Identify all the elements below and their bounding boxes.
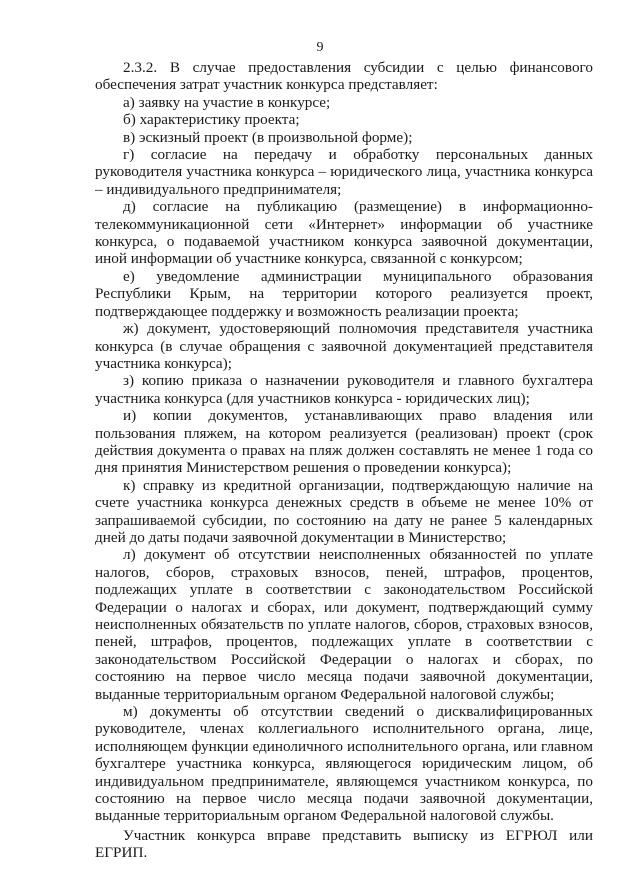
paragraph-2-3-2-intro: 2.3.2. В случае предоставления субсидии с целью финансового обеспечения затрат участник конкурса представляет: — [95, 59, 593, 94]
list-item-b-project-description: б) характеристику проекта; — [123, 111, 300, 129]
list-item-k-bank-certificate: к) справку из кредитной организации, подтверждающую наличие на счете участника конкурса денежных средств в объеме не менее 10% от запрашиваемой субсидии, по состоянию на дату не ранее 5 календарных дней до даты подачи заявочной документации в Министерство; — [95, 476, 593, 546]
list-item-a-application: а) заявку на участие в конкурсе; — [123, 93, 331, 111]
list-item-e-municipal-notice: е) уведомление администрации муниципального образования Республики Крым, на территории которого реализуется проект, подтверждающее поддержку и возможность реализации проекта; — [95, 267, 593, 320]
list-item-l-tax-obligations-document: л) документ об отсутствии неисполненных обязанностей по уплате налогов, сборов, страховых взносов, пеней, штрафов, процентов, подлежащих уплате в соответствии с законодательством Российской Федерации о налогах и сборах, или документ, подтверждающий сумму неисполненных обязательств по уплате налогов, сборов, страховых взносов, пеней, штрафов, процентов, подлежащих уплате в соответствии с законодательством Российской Федерации о налогах и сборах, по состоянию на первое число месяца подачи заявочной документации, выданные территориальным органом Федеральной налоговой службы; — [95, 546, 593, 703]
list-item-g-personal-data-consent: г) согласие на передачу и обработку персональных данных руководителя участника конкурса – юридического лица, участника конкурса – индивидуального предпринимателя; — [95, 146, 593, 198]
list-item-m-disqualification-documents: м) документы об отсутствии сведений о дисквалифицированных руководителе, членах коллегиального исполнительного органа, лице, исполняющем функции единоличного исполнительного органа, или главном бухгалтере участника конкурса, являющегося юридическим лицом, об индивидуальном предпринимателе, являющемся участником конкурса, по состоянию на первое число месяца подачи заявочной документации, выданные территориальным органом Федеральной налоговой службы. — [95, 703, 593, 825]
registry-extract-note: Участник конкурса вправе представить выписку из ЕГРЮЛ или ЕГРИП. — [95, 826, 593, 862]
list-item-d-publication-consent: д) согласие на публикацию (размещение) в информационно-телекоммуникационной сети «Интернет» информации об участнике конкурса, о подаваемой участником конкурса заявочной документации, иной информации об участнике конкурса, связанной с конкурсом; — [95, 198, 593, 268]
list-item-v-sketch-project: в) эскизный проект (в произвольной форме); — [123, 128, 413, 146]
page-number: 9 — [316, 40, 324, 55]
list-item-i-beach-ownership-documents: и) копии документов, устанавливающих право владения или пользования пляжем, на котором реализуется (реализован) проект (срок действия документа о правах на пляж должен составлять не менее 1 года со дня принятия Министерством решения о проведении конкурса); — [95, 407, 593, 477]
list-item-z-appointment-order: з) копию приказа о назначении руководителя и главного бухгалтера участника конкурса (для участников конкурса - юридических лиц); — [95, 372, 593, 407]
document-body — [95, 59, 593, 862]
list-item-zh-authority-document: ж) документ, удостоверяющий полномочия представителя участника конкурса (в случае обращения с заявочной документацией представителя участника конкурса); — [95, 320, 593, 372]
